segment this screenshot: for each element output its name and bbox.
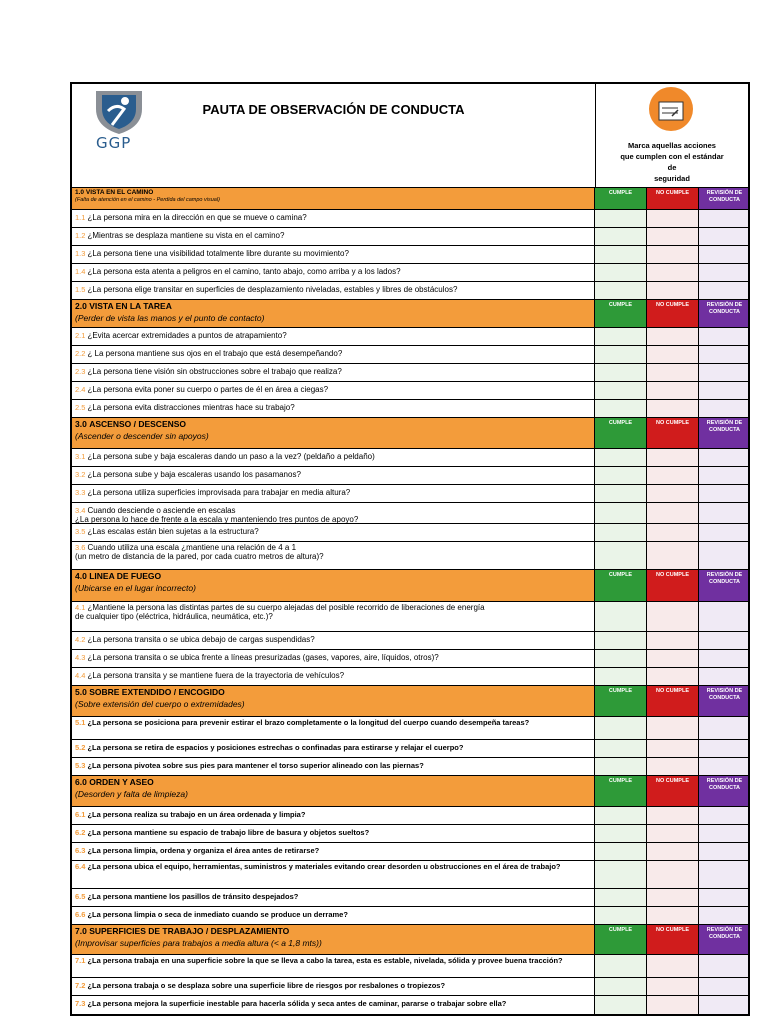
revision-checkbox-cell[interactable] <box>699 328 748 345</box>
revision-checkbox-cell[interactable] <box>699 825 748 842</box>
question-text: ¿La persona evita distracciones mientras hace su trabajo? <box>87 403 295 412</box>
cumple-checkbox-cell[interactable] <box>595 503 647 523</box>
question-row <box>72 825 748 843</box>
question-number: 6.4 <box>75 862 86 871</box>
question-text: ¿Mientras se desplaza mantiene su vista en el camino? <box>87 231 285 240</box>
question-number: 7.3 <box>75 999 86 1008</box>
question-text-cell <box>72 524 595 541</box>
question-number: 7.1 <box>75 956 86 965</box>
cumple-checkbox-cell[interactable] <box>595 632 647 649</box>
col-cumple-header: CUMPLE <box>595 925 647 954</box>
no-cumple-checkbox-cell[interactable] <box>647 996 699 1014</box>
question-text-cell <box>72 246 595 263</box>
revision-checkbox-cell[interactable] <box>699 210 748 227</box>
question-text: ¿La persona trabaja o se desplaza sobre una superficie libre de riesgos por resbalones o tropiezos? <box>87 981 446 990</box>
section-number: 6.0 <box>75 777 87 787</box>
question-row <box>72 228 748 246</box>
question-row <box>72 602 748 632</box>
question-text: ¿La persona trabaja en una superficie sobre la que se lleva a cabo la tarea, esta es estable, nivelada, sólida y provee buena tracción? <box>87 956 563 965</box>
question-text: ¿La persona transita y se mantiene fuera de la trayectoria de vehículos? <box>87 671 345 680</box>
question-text-cell <box>72 668 595 685</box>
question-text: ¿La persona limpia, ordena y organiza el área antes de retirarse? <box>87 846 320 855</box>
section-header-s3 <box>72 418 748 449</box>
question-number: 4.1 <box>75 603 86 612</box>
no-cumple-checkbox-cell[interactable] <box>647 524 699 541</box>
cumple-checkbox-cell[interactable] <box>595 449 647 466</box>
question-row <box>72 632 748 650</box>
question-text: Cuando desciende o asciende en escalas <box>87 506 236 515</box>
revision-checkbox-cell[interactable] <box>699 524 748 541</box>
col-revision-header: REVISIÓN DE CONDUCTA <box>699 418 748 448</box>
no-cumple-checkbox-cell[interactable] <box>647 382 699 399</box>
question-number: 3.6 <box>75 543 86 552</box>
mark-instruction <box>596 140 748 184</box>
question-text-cell <box>72 843 595 860</box>
question-text-cell <box>72 282 595 299</box>
question-number: 4.2 <box>75 635 86 644</box>
section-subtitle: (Ascender o descender sin apoyos) <box>75 431 209 441</box>
section-header-s1 <box>72 188 748 210</box>
question-number: 6.6 <box>75 910 86 919</box>
observation-sheet <box>70 82 750 1016</box>
col-revision-header: REVISIÓN DE CONDUCTA <box>699 776 748 806</box>
no-cumple-checkbox-cell[interactable] <box>647 228 699 245</box>
no-cumple-checkbox-cell[interactable] <box>647 955 699 977</box>
sheet-header <box>72 84 748 188</box>
section-title: ORDEN Y ASEO <box>89 777 154 787</box>
question-row <box>72 996 748 1014</box>
question-text: ¿La persona mantiene su espacio de trabajo libre de basura y objetos sueltos? <box>87 828 370 837</box>
question-text-cell <box>72 264 595 281</box>
question-text: ¿La persona se posiciona para prevenir estirar el brazo completamente o la longitud del cuerpo cuando desempeña tareas? <box>87 718 530 727</box>
no-cumple-checkbox-cell[interactable] <box>647 449 699 466</box>
cumple-checkbox-cell[interactable] <box>595 346 647 363</box>
col-cumple-header: CUMPLE <box>595 686 647 716</box>
section-header-s5 <box>72 686 748 717</box>
question-text-cell <box>72 485 595 502</box>
question-text-cell <box>72 807 595 824</box>
revision-checkbox-cell[interactable] <box>699 503 748 523</box>
col-no-cumple-header: NO CUMPLE <box>647 925 699 954</box>
section-title: LINEA DE FUEGO <box>89 571 162 581</box>
revision-checkbox-cell[interactable] <box>699 978 748 995</box>
question-row <box>72 843 748 861</box>
question-number: 5.1 <box>75 718 86 727</box>
section-title: SUPERFICIES DE TRABAJO / DESPLAZAMIENTO <box>89 926 290 936</box>
section-number: 5.0 <box>75 687 87 697</box>
no-cumple-checkbox-cell[interactable] <box>647 907 699 924</box>
question-number: 1.1 <box>75 213 86 222</box>
revision-checkbox-cell[interactable] <box>699 889 748 906</box>
question-text-cell <box>72 382 595 399</box>
section-header-s6 <box>72 776 748 807</box>
question-text-cell <box>72 825 595 842</box>
no-cumple-checkbox-cell[interactable] <box>647 650 699 667</box>
question-text-cell <box>72 758 595 775</box>
question-text-cell <box>72 400 595 417</box>
cumple-checkbox-cell[interactable] <box>595 328 647 345</box>
question-text-cell <box>72 364 595 381</box>
question-number: 2.3 <box>75 367 86 376</box>
question-text: ¿Las escalas están bien sujetas a la estructura? <box>87 527 259 536</box>
cumple-checkbox-cell[interactable] <box>595 542 647 569</box>
checklist-hand-icon <box>648 86 694 132</box>
question-row <box>72 246 748 264</box>
section-subtitle: (Ubicarse en el lugar incorrecto) <box>75 583 196 593</box>
cumple-checkbox-cell[interactable] <box>595 996 647 1014</box>
section-title: VISTA EN LA TAREA <box>89 301 172 311</box>
no-cumple-checkbox-cell[interactable] <box>647 889 699 906</box>
question-row <box>72 467 748 485</box>
question-number: 3.5 <box>75 527 86 536</box>
revision-checkbox-cell[interactable] <box>699 717 748 739</box>
question-text: ¿La persona esta atenta a peligros en el camino, tanto abajo, como arriba y a los lados? <box>87 267 401 276</box>
revision-checkbox-cell[interactable] <box>699 955 748 977</box>
section-title-cell <box>72 300 595 327</box>
question-text-cell <box>72 346 595 363</box>
cumple-checkbox-cell[interactable] <box>595 467 647 484</box>
section-number: 1.0 <box>75 189 85 196</box>
cumple-checkbox-cell[interactable] <box>595 246 647 263</box>
question-row <box>72 955 748 978</box>
question-number: 2.2 <box>75 349 86 358</box>
col-cumple-header: CUMPLE <box>595 570 647 601</box>
cumple-checkbox-cell[interactable] <box>595 740 647 757</box>
question-text-cell <box>72 632 595 649</box>
cumple-checkbox-cell[interactable] <box>595 843 647 860</box>
no-cumple-checkbox-cell[interactable] <box>647 210 699 227</box>
no-cumple-checkbox-cell[interactable] <box>647 400 699 417</box>
question-number: 2.4 <box>75 385 86 394</box>
question-text-line2: de cualquier tipo (eléctrica, hidráulica, neumática, etc.)? <box>75 612 273 621</box>
question-number: 1.3 <box>75 249 86 258</box>
revision-checkbox-cell[interactable] <box>699 467 748 484</box>
question-row <box>72 210 748 228</box>
revision-checkbox-cell[interactable] <box>699 485 748 502</box>
header-left <box>72 84 596 187</box>
revision-checkbox-cell[interactable] <box>699 246 748 263</box>
section-title-cell <box>72 686 595 716</box>
cumple-checkbox-cell[interactable] <box>595 228 647 245</box>
question-number: 1.5 <box>75 285 86 294</box>
header-right <box>596 84 748 187</box>
question-text: ¿Mantiene la persona las distintas partes de su cuerpo alejadas del posible recorrido de liberaciones de energía <box>87 603 485 612</box>
revision-checkbox-cell[interactable] <box>699 996 748 1014</box>
cumple-checkbox-cell[interactable] <box>595 978 647 995</box>
question-text-cell <box>72 955 595 977</box>
question-text-cell <box>72 228 595 245</box>
mark-text-line: seguridad <box>654 174 690 183</box>
question-row <box>72 978 748 996</box>
question-text: Cuando utiliza una escala ¿mantiene una relación de 4 a 1 <box>87 543 297 552</box>
col-revision-header: REVISIÓN DE CONDUCTA <box>699 686 748 716</box>
mark-text-line: que cumplen con el estándar <box>620 152 724 161</box>
question-number: 1.2 <box>75 231 86 240</box>
section-number: 3.0 <box>75 419 87 429</box>
question-text: ¿La persona transita o se ubica debajo de cargas suspendidas? <box>87 635 315 644</box>
question-text: ¿La persona se retira de espacios y posiciones estrechas o confinadas para estirarse y relajar el cuerpo? <box>87 743 464 752</box>
section-subtitle: (Desorden y falta de limpieza) <box>75 789 188 799</box>
no-cumple-checkbox-cell[interactable] <box>647 978 699 995</box>
section-title-cell <box>72 418 595 448</box>
question-text-cell <box>72 861 595 888</box>
col-revision-header: REVISIÓN DE CONDUCTA <box>699 188 748 209</box>
section-subtitle: (Perder de vista las manos y el punto de contacto) <box>75 313 265 323</box>
question-row <box>72 282 748 300</box>
question-text: ¿La persona mira en la dirección en que se mueve o camina? <box>87 213 307 222</box>
revision-checkbox-cell[interactable] <box>699 264 748 281</box>
revision-checkbox-cell[interactable] <box>699 650 748 667</box>
question-row <box>72 668 748 686</box>
question-number: 5.2 <box>75 743 86 752</box>
cumple-checkbox-cell[interactable] <box>595 650 647 667</box>
cumple-checkbox-cell[interactable] <box>595 955 647 977</box>
no-cumple-checkbox-cell[interactable] <box>647 843 699 860</box>
no-cumple-checkbox-cell[interactable] <box>647 503 699 523</box>
section-number: 4.0 <box>75 571 87 581</box>
question-row <box>72 346 748 364</box>
cumple-checkbox-cell[interactable] <box>595 602 647 631</box>
no-cumple-checkbox-cell[interactable] <box>647 717 699 739</box>
revision-checkbox-cell[interactable] <box>699 282 748 299</box>
no-cumple-checkbox-cell[interactable] <box>647 328 699 345</box>
cumple-checkbox-cell[interactable] <box>595 861 647 888</box>
question-number: 2.5 <box>75 403 86 412</box>
question-row <box>72 650 748 668</box>
col-no-cumple-header: NO CUMPLE <box>647 188 699 209</box>
cumple-checkbox-cell[interactable] <box>595 382 647 399</box>
cumple-checkbox-cell[interactable] <box>595 758 647 775</box>
question-text: ¿La persona pivotea sobre sus pies para mantener el torso superior alineado con las piernas? <box>87 761 424 770</box>
revision-checkbox-cell[interactable] <box>699 602 748 631</box>
question-text: ¿La persona evita poner su cuerpo o partes de él en área a ciegas? <box>87 385 329 394</box>
section-title-cell <box>72 776 595 806</box>
question-row <box>72 449 748 467</box>
question-number: 1.4 <box>75 267 86 276</box>
col-no-cumple-header: NO CUMPLE <box>647 418 699 448</box>
question-text-line2: (un metro de distancia de la pared, por cada cuatro metros de altura)? <box>75 552 324 561</box>
revision-checkbox-cell[interactable] <box>699 758 748 775</box>
question-text-line2: ¿La persona lo hace de frente a la escala y manteniendo tres puntos de apoyo? <box>75 515 359 523</box>
cumple-checkbox-cell[interactable] <box>595 364 647 381</box>
question-text: ¿La persona mejora la superficie inestable para hacerla sólida y seca antes de caminar, pararse o trabajar sobre ella? <box>87 999 507 1008</box>
question-number: 6.1 <box>75 810 86 819</box>
col-no-cumple-header: NO CUMPLE <box>647 686 699 716</box>
question-row <box>72 542 748 570</box>
cumple-checkbox-cell[interactable] <box>595 282 647 299</box>
section-number: 7.0 <box>75 926 87 936</box>
cumple-checkbox-cell[interactable] <box>595 668 647 685</box>
question-text-cell <box>72 210 595 227</box>
section-subtitle: (Improvisar superficies para trabajos a media altura (< a 1,8 mts)) <box>75 938 322 948</box>
question-number: 6.2 <box>75 828 86 837</box>
question-number: 4.4 <box>75 671 86 680</box>
section-title-cell <box>72 570 595 601</box>
cumple-checkbox-cell[interactable] <box>595 907 647 924</box>
question-number: 2.1 <box>75 331 86 340</box>
question-text: ¿La persona transita o se ubica frente a líneas presurizadas (gases, vapores, aire, líquidos, otros)? <box>87 653 439 662</box>
col-revision-header: REVISIÓN DE CONDUCTA <box>699 570 748 601</box>
question-row <box>72 758 748 776</box>
no-cumple-checkbox-cell[interactable] <box>647 542 699 569</box>
question-number: 5.3 <box>75 761 86 770</box>
question-row <box>72 264 748 282</box>
cumple-checkbox-cell[interactable] <box>595 400 647 417</box>
no-cumple-checkbox-cell[interactable] <box>647 264 699 281</box>
question-row <box>72 328 748 346</box>
col-no-cumple-header: NO CUMPLE <box>647 570 699 601</box>
mark-text-line: de <box>667 163 677 172</box>
question-row <box>72 503 748 524</box>
question-text: ¿La persona tiene una visibilidad totalmente libre durante su movimiento? <box>87 249 349 258</box>
question-row <box>72 861 748 889</box>
question-number: 3.1 <box>75 452 86 461</box>
no-cumple-checkbox-cell[interactable] <box>647 668 699 685</box>
section-title: ASCENSO / DESCENSO <box>89 419 187 429</box>
revision-checkbox-cell[interactable] <box>699 382 748 399</box>
revision-checkbox-cell[interactable] <box>699 346 748 363</box>
no-cumple-checkbox-cell[interactable] <box>647 861 699 888</box>
no-cumple-checkbox-cell[interactable] <box>647 825 699 842</box>
revision-checkbox-cell[interactable] <box>699 449 748 466</box>
question-row <box>72 485 748 503</box>
revision-checkbox-cell[interactable] <box>699 228 748 245</box>
question-number: 3.3 <box>75 488 86 497</box>
question-text-cell <box>72 889 595 906</box>
section-number: 2.0 <box>75 301 87 311</box>
question-row <box>72 740 748 758</box>
logo-text: GGP <box>96 134 132 152</box>
question-row <box>72 400 748 418</box>
section-title: SOBRE EXTENDIDO / ENCOGIDO <box>89 687 225 697</box>
mark-text-line: Marca aquellas acciones <box>628 141 716 150</box>
question-number: 7.2 <box>75 981 86 990</box>
question-row <box>72 382 748 400</box>
question-text-cell <box>72 978 595 995</box>
question-text-cell <box>72 542 595 569</box>
question-number: 6.3 <box>75 846 86 855</box>
cumple-checkbox-cell[interactable] <box>595 825 647 842</box>
revision-checkbox-cell[interactable] <box>699 907 748 924</box>
col-revision-header: REVISIÓN DE CONDUCTA <box>699 925 748 954</box>
section-title: VISTA EN EL CAMINO <box>85 189 154 196</box>
question-text: ¿La persona mantiene los pasillos de tránsito despejados? <box>87 892 299 901</box>
revision-checkbox-cell[interactable] <box>699 542 748 569</box>
cumple-checkbox-cell[interactable] <box>595 485 647 502</box>
question-text-cell <box>72 740 595 757</box>
question-text-cell <box>72 449 595 466</box>
cumple-checkbox-cell[interactable] <box>595 717 647 739</box>
no-cumple-checkbox-cell[interactable] <box>647 246 699 263</box>
question-row <box>72 524 748 542</box>
revision-checkbox-cell[interactable] <box>699 843 748 860</box>
revision-checkbox-cell[interactable] <box>699 400 748 417</box>
section-title-cell <box>72 188 595 209</box>
question-number: 3.4 <box>75 506 86 515</box>
question-text: ¿La persona elige transitar en superficies de desplazamiento niveladas, estables y libres de obstáculos? <box>87 285 458 294</box>
no-cumple-checkbox-cell[interactable] <box>647 807 699 824</box>
question-text-cell <box>72 907 595 924</box>
cumple-checkbox-cell[interactable] <box>595 210 647 227</box>
page-title: PAUTA DE OBSERVACIÓN DE CONDUCTA <box>202 102 465 117</box>
revision-checkbox-cell[interactable] <box>699 807 748 824</box>
no-cumple-checkbox-cell[interactable] <box>647 632 699 649</box>
section-header-s7 <box>72 925 748 955</box>
no-cumple-checkbox-cell[interactable] <box>647 282 699 299</box>
cumple-checkbox-cell[interactable] <box>595 889 647 906</box>
no-cumple-checkbox-cell[interactable] <box>647 485 699 502</box>
question-text: ¿La persona tiene visión sin obstrucciones sobre el trabajo que realiza? <box>87 367 342 376</box>
question-text: ¿La persona limpia o seca de inmediato cuando se produce un derrame? <box>87 910 348 919</box>
question-row <box>72 807 748 825</box>
col-cumple-header: CUMPLE <box>595 418 647 448</box>
revision-checkbox-cell[interactable] <box>699 740 748 757</box>
revision-checkbox-cell[interactable] <box>699 632 748 649</box>
question-text: ¿La persona realiza su trabajo en un área ordenada y limpia? <box>87 810 306 819</box>
cumple-checkbox-cell[interactable] <box>595 524 647 541</box>
question-text: ¿La persona sube y baja escaleras usando los pasamanos? <box>87 470 301 479</box>
cumple-checkbox-cell[interactable] <box>595 264 647 281</box>
section-header-s2 <box>72 300 748 328</box>
col-no-cumple-header: NO CUMPLE <box>647 300 699 327</box>
section-header-s4 <box>72 570 748 602</box>
no-cumple-checkbox-cell[interactable] <box>647 364 699 381</box>
sheet-body <box>72 188 748 1014</box>
section-subtitle: (Falta de atención en el camino - Perdida del campo visual) <box>75 197 220 203</box>
question-row <box>72 889 748 907</box>
question-text: ¿La persona utiliza superficies improvisada para trabajar en media altura? <box>87 488 351 497</box>
question-row <box>72 907 748 925</box>
question-text: ¿La persona sube y baja escaleras dando un paso a la vez? (peldaño a peldaño) <box>87 452 375 461</box>
question-text-cell <box>72 602 595 631</box>
no-cumple-checkbox-cell[interactable] <box>647 602 699 631</box>
question-text-cell <box>72 650 595 667</box>
no-cumple-checkbox-cell[interactable] <box>647 758 699 775</box>
no-cumple-checkbox-cell[interactable] <box>647 740 699 757</box>
revision-checkbox-cell[interactable] <box>699 364 748 381</box>
question-row <box>72 364 748 382</box>
no-cumple-checkbox-cell[interactable] <box>647 346 699 363</box>
question-text-cell <box>72 717 595 739</box>
col-cumple-header: CUMPLE <box>595 300 647 327</box>
no-cumple-checkbox-cell[interactable] <box>647 467 699 484</box>
col-revision-header: REVISIÓN DE CONDUCTA <box>699 300 748 327</box>
revision-checkbox-cell[interactable] <box>699 668 748 685</box>
col-no-cumple-header: NO CUMPLE <box>647 776 699 806</box>
question-text: ¿La persona ubica el equipo, herramientas, suministros y materiales evitando crear desorden u obstrucciones en el área de trabajo? <box>87 862 561 871</box>
question-text: ¿ La persona mantiene sus ojos en el trabajo que está desempeñando? <box>87 349 343 358</box>
question-number: 6.5 <box>75 892 86 901</box>
question-text: ¿Evita acercar extremidades a puntos de atrapamiento? <box>87 331 287 340</box>
question-text-cell <box>72 996 595 1014</box>
cumple-checkbox-cell[interactable] <box>595 807 647 824</box>
col-cumple-header: CUMPLE <box>595 776 647 806</box>
col-cumple-header: CUMPLE <box>595 188 647 209</box>
section-title-cell <box>72 925 595 954</box>
question-text-cell <box>72 467 595 484</box>
question-text-cell <box>72 503 595 523</box>
question-row <box>72 717 748 740</box>
question-number: 3.2 <box>75 470 86 479</box>
question-number: 4.3 <box>75 653 86 662</box>
section-subtitle: (Sobre extensión del cuerpo o extremidades) <box>75 699 245 709</box>
question-text-cell <box>72 328 595 345</box>
revision-checkbox-cell[interactable] <box>699 861 748 888</box>
